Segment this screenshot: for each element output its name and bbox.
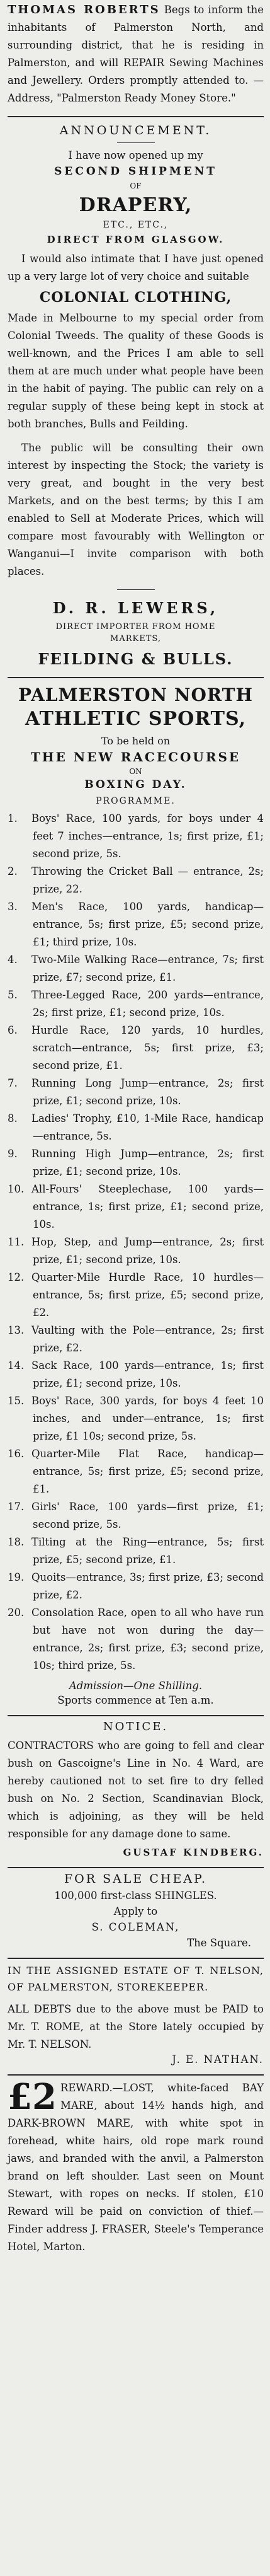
programme-item-number: 16. [8, 1448, 25, 1460]
roberts-text: Begs to inform the inhabitants of Palmerston North, and surrounding district, that he is residing in Palmerston, and will REPAIR Sewing Machines and Jewellery. Orders promptly attended to. — Address, "Palmerston Ready Money Store." [8, 4, 264, 104]
colonial-heading: COLONIAL CLOTHING, [39, 289, 232, 306]
notice-signature: GUSTAF KINDBERG. [123, 1847, 264, 1858]
programme-item-text: Boys' Race, 300 yards, for boys 4 feet 10 inches, and under—entrance, 1s; first prize, £1 10s; second prize, 5s. [31, 1395, 264, 1442]
importer-line: DIRECT IMPORTER FROM HOME [55, 622, 216, 632]
programme-item-text: Quarter-Mile Flat Race, handicap—entrance, 5s; first prize, £5; second prize, £1. [31, 1448, 264, 1495]
programme-item-text: Quarter-Mile Hurdle Race, 10 hurdles—entrance, 5s; first prize, £5; second prize, £2. [31, 1271, 264, 1319]
programme-item-number: 20. [8, 1607, 25, 1619]
divider [117, 142, 155, 143]
roberts-advert [8, 0, 264, 117]
estate-text: ALL DEBTS due to the above must be PAID to Mr. T. ROME, at the Store lately occupied by Mr. T. NELSON. [8, 2003, 264, 2050]
programme-item [8, 1022, 264, 1075]
programme-item-number: 10. [8, 1183, 25, 1195]
programme-item-number: 7. [8, 1077, 18, 1089]
admission-line: Admission—One Shilling. [69, 1680, 203, 1692]
programme-item-number: 19. [8, 1571, 25, 1583]
programme-heading: PROGRAMME. [96, 796, 176, 806]
notice-advert [8, 1716, 264, 1868]
programme-item-text: Two-Mile Walking Race—entrance, 7s; first prize, £7; second prize, £1. [31, 954, 264, 983]
programme-item-number: 6. [8, 1024, 18, 1036]
programme-item-number: 1. [8, 812, 18, 824]
programme-item-number: 12. [8, 1271, 25, 1283]
commence-line: Sports commence at Ten a.m. [57, 1694, 214, 1706]
boxing-day: BOXING DAY. [84, 778, 187, 791]
intro-text: I would also intimate that I have just opened up a very large lot of very choice and suitable [8, 253, 264, 282]
divider [117, 589, 155, 590]
lewers-name: D. R. LEWERS, [52, 599, 219, 617]
programme-item [8, 1145, 264, 1181]
programme-item-number: 14. [8, 1360, 25, 1372]
programme-item-text: Consolation Race, open to all who have run but have not won during the day—entrance, 2s; first prize, £3; second prize, 10s; third prize, 5s. [31, 1607, 264, 1672]
programme-item [8, 1498, 264, 1533]
sale-name: S. COLEMAN, [91, 1921, 180, 1933]
programme-item [8, 810, 264, 863]
programme-item-text: All-Fours' Steeplechase, 100 yards—entrance, 1s; first prize, £1; second prize, 10s. [31, 1183, 264, 1230]
programme-item [8, 1392, 264, 1445]
programme-item [8, 1604, 264, 1675]
opened-line: I have now opened up my [68, 149, 203, 161]
programme-item-text: Boys' Race, 100 yards, for boys under 4 feet 7 inches—entrance, 1s; first prize, £1; second prize, 5s. [31, 812, 264, 860]
programme-item [8, 986, 264, 1022]
drapery-heading: DRAPERY, [79, 194, 193, 216]
programme-item-number: 11. [8, 1236, 25, 1248]
held-line: To be held on [101, 735, 171, 747]
programme-item-text: Vaulting with the Pole—entrance, 2s; first prize, £2. [31, 1324, 264, 1354]
feilding-bulls: FEILDING & BULLS. [38, 650, 233, 668]
programme-item-text: Hop, Step, and Jump—entrance, 2s; first prize, £1; second prize, 10s. [31, 1236, 264, 1266]
programme-item-text: Running High Jump—entrance, 2s; first prize, £1; second prize, 10s. [31, 1148, 264, 1177]
sports-title-1: PALMERSTON NORTH [18, 684, 253, 705]
programme-item [8, 1181, 264, 1233]
programme-item-number: 15. [8, 1395, 25, 1407]
apply-line: Apply to [113, 1905, 158, 1917]
programme-item-text: Girls' Race, 100 yards—first prize, £1; second prize, 5s. [31, 1501, 264, 1530]
programme-item-number: 4. [8, 954, 18, 966]
reward-amount: £2 [8, 2076, 57, 2118]
direct-glasgow: DIRECT FROM GLASGOW. [47, 234, 225, 245]
venue-line: THE NEW RACECOURSE [30, 749, 241, 765]
estate-advert [8, 1959, 264, 2076]
programme-item-number: 13. [8, 1324, 25, 1336]
programme-item [8, 951, 264, 986]
roberts-name: THOMAS ROBERTS [8, 3, 160, 16]
second-shipment: SECOND SHIPMENT [54, 165, 217, 178]
sale-place: The Square. [187, 1937, 251, 1949]
programme-item [8, 1357, 264, 1392]
programme-item-text: Running Long Jump—entrance, 2s; first prize, £1; second prize, 10s. [31, 1077, 264, 1107]
programme-item-text: Sack Race, 100 yards—entrance, 1s; first prize, £1; second prize, 10s. [31, 1360, 264, 1389]
programme-item [8, 1569, 264, 1604]
programme-item [8, 1269, 264, 1322]
programme-item-number: 3. [8, 901, 18, 913]
sale-advert [8, 1868, 264, 1959]
on-line: ON [129, 767, 142, 776]
programme-item-text: Quoits—entrance, 3s; first prize, £3; second prize, £2. [31, 1571, 264, 1601]
programme-item [8, 1075, 264, 1110]
programme-item [8, 1322, 264, 1357]
reward-advert [8, 2076, 264, 2265]
markets-line: MARKETS, [110, 634, 161, 644]
programme-item-text: Tilting at the Ring—entrance, 5s; first prize, £5; second prize, £1. [31, 1536, 264, 1566]
programme-item-text: Three-Legged Race, 200 yards—entrance, 2s; first prize, £1; second prize, 10s. [31, 989, 264, 1019]
sale-title: FOR SALE CHEAP. [64, 1872, 208, 1886]
programme-item [8, 1233, 264, 1269]
lewers-para1: Made in Melbourne to my special order from Colonial Tweeds. The quality of these Goods is well-known, and the Prices I am able to sell them at are much under what people have been in the habit of paying. The public can rely on a regular supply of these being kept in stock at both branches, Bulls and Feilding. [8, 312, 264, 430]
sports-advert [8, 678, 264, 1716]
estate-title: IN THE ASSIGNED ESTATE OF T. NELSON, OF PALMERSTON, STOREKEEPER. [8, 1965, 264, 1993]
programme-item-number: 8. [8, 1112, 18, 1124]
programme-item-number: 9. [8, 1148, 18, 1160]
lewers-para2: The public will be consulting their own interest by inspecting the Stock; the variety is very great, and bought in the very best Markets, and on the best terms; by this I am enabled to Sell at Moderate Prices, which will compare most favourably with Wellington or Wanganui—I invite comparison with both places. [8, 442, 264, 577]
sports-title-2: ATHLETIC SPORTS, [25, 708, 247, 730]
notice-title: NOTICE. [103, 1720, 169, 1733]
programme-item [8, 898, 264, 951]
announcement-title: ANNOUNCEMENT. [59, 124, 212, 137]
lewers-advert [8, 117, 264, 678]
programme-item [8, 1445, 264, 1498]
programme-item-number: 5. [8, 989, 18, 1001]
programme-item [8, 1110, 264, 1145]
programme-list [8, 810, 264, 1675]
programme-item-text: Men's Race, 100 yards, handicap—entrance, 5s; first prize, £5; second prize, £1; third prize, 10s. [31, 901, 264, 948]
programme-item-text: Ladies' Trophy, £10, 1-Mile Race, handicap—entrance, 5s. [31, 1112, 264, 1142]
programme-item [8, 863, 264, 898]
programme-item-number: 17. [8, 1501, 25, 1513]
etc-line: ETC., ETC., [103, 220, 169, 230]
programme-item-number: 2. [8, 865, 18, 877]
notice-text: CONTRACTORS who are going to fell and clear bush on Gascoigne's Line in No. 4 Ward, are hereby cautioned not to set fire to dry felled bush on No. 2 Section, Scandinavian Block, which is adjoining, as they will be held responsible for any damage done to same. [8, 1740, 264, 1840]
reward-text: REWARD.—LOST, white-faced BAY MARE, about 14½ hands high, and DARK-BROWN MARE, with white spot in forehead, white hairs, old rope mark round jaws, and branded with the anvil, a Palmerston brand on left shoulder. Last seen on Mount Stewart, with ropes on necks. If stolen, £10 Reward will be paid on conviction of thief.—Finder address J. FRASER, Steele's Temperance Hotel, Marton. [8, 2082, 264, 2253]
programme-item-number: 18. [8, 1536, 25, 1548]
programme-item-text: Throwing the Cricket Ball — entrance, 2s; prize, 22. [31, 865, 264, 895]
of-line: OF [130, 182, 142, 190]
sale-text: 100,000 first-class SHINGLES. [54, 1890, 217, 1902]
estate-signature: J. E. NATHAN. [172, 2053, 264, 2065]
programme-item [8, 1533, 264, 1569]
programme-item-text: Hurdle Race, 120 yards, 10 hurdles, scratch—entrance, 5s; first prize, £3; second prize, £1. [31, 1024, 264, 1071]
